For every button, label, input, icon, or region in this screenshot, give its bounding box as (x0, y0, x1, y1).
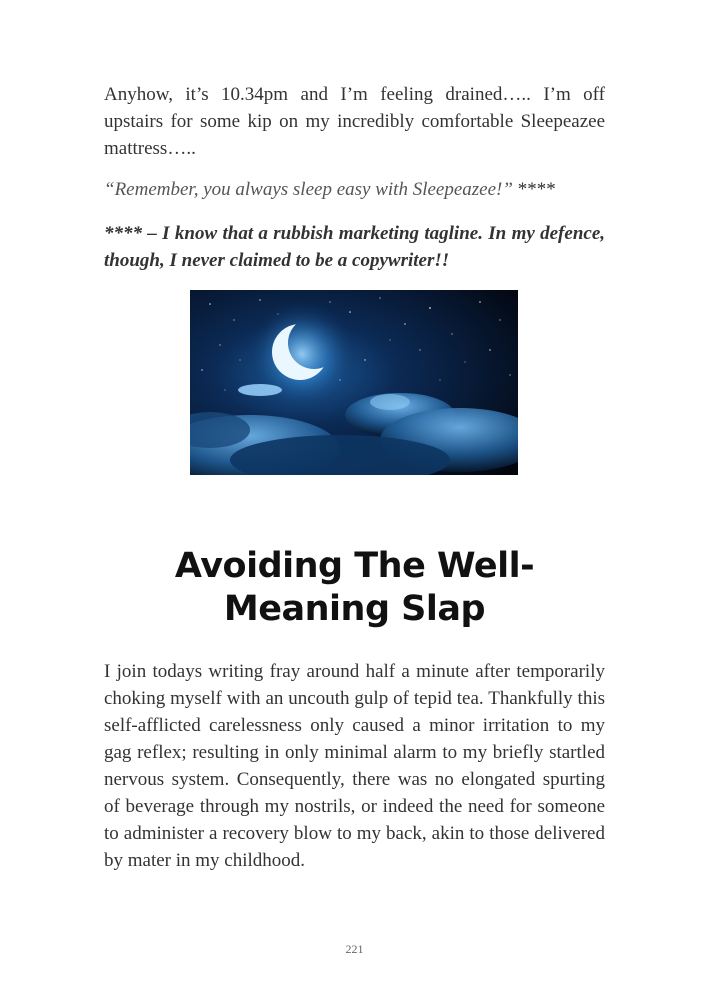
tagline-quote-stars: **** (512, 179, 556, 200)
section-heading: Avoiding The Well-Meaning Slap (174, 546, 535, 629)
tagline-quote-text: “Remember, you always sleep easy with Sleepeazee!” (104, 179, 513, 200)
body-paragraph-1: Anyhow, it’s 10.34pm and I’m feeling drained….. I’m off upstairs for some kip on my incredibly comfortable Sleepeazee mattress….. (104, 84, 605, 159)
tagline-quote (104, 176, 624, 203)
night-sky-image (190, 290, 518, 475)
page-number: 221 (345, 942, 364, 956)
body-paragraph-2: I join todays writing fray around half a minute after temporarily choking myself with an uncouth gulp of tepid tea. Thankfully this self-afflicted carelessness only caused a minor irritation to my gag reflex; resulting in only minimal alarm to my briefly startled nervous system. Consequently, there was no elongated spurting of beverage through my nostrils, or indeed the need for someone to administer a recovery blow to my back, akin to those delivered by mater in my childhood. (104, 661, 605, 871)
footnote-paragraph: **** – I know that a rubbish marketing tagline. In my defence, though, I never claimed to be a copywriter!! (104, 223, 605, 271)
